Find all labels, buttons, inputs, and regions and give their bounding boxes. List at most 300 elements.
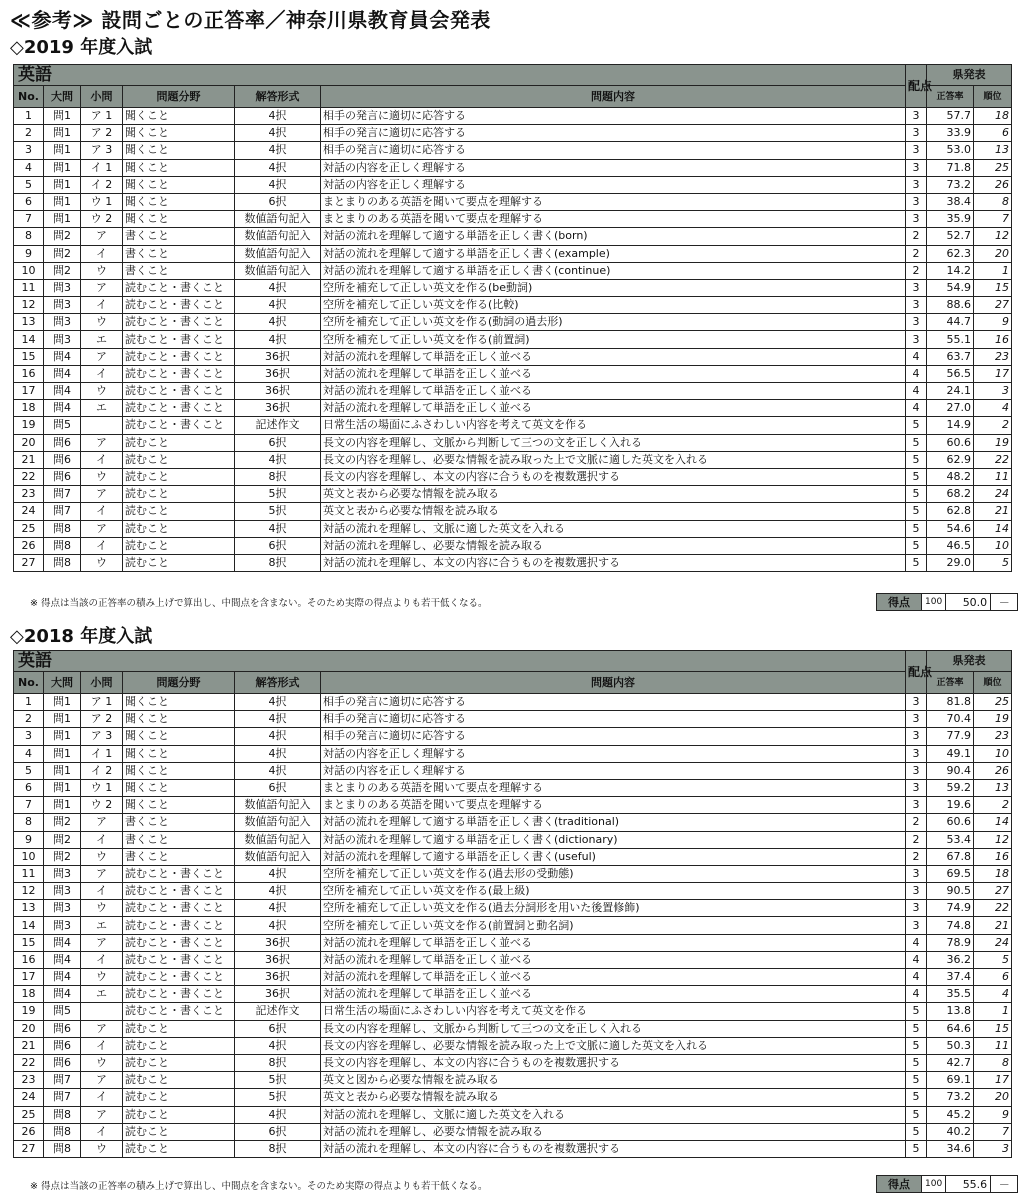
cell-rank: 2 (974, 417, 1012, 434)
table-row (14, 554, 1012, 571)
cell-no: 5 (14, 762, 44, 779)
cell-no: 21 (14, 451, 44, 468)
cell-sho: ウ (81, 468, 123, 485)
cell-rank: 18 (974, 865, 1012, 882)
cell-no: 5 (14, 176, 44, 193)
haiten-header (906, 65, 933, 108)
cell-bunya: 読むこと・書くこと (123, 969, 235, 986)
cell-no: 23 (14, 486, 44, 503)
cell-pts: 3 (906, 108, 927, 125)
cell-rate: 14.9 (927, 417, 974, 434)
cell-rank: 2 (974, 797, 1012, 814)
cell-rate: 13.8 (927, 1003, 974, 1020)
cell-bunya: 聞くこと (123, 142, 235, 159)
cell-bunya: 読むこと (123, 1140, 235, 1157)
cell-bunya: 読むこと・書くこと (123, 986, 235, 1003)
cell-dai: 問1 (44, 745, 81, 762)
cell-dai: 問7 (44, 1072, 81, 1089)
cell-rate: 73.2 (927, 176, 974, 193)
table-row (14, 503, 1012, 520)
cell-sho: イ (81, 245, 123, 262)
table-row (14, 694, 1012, 711)
cell-rate: 53.4 (927, 831, 974, 848)
cell-pts: 2 (906, 814, 927, 831)
shomon-header: 小問 (81, 86, 123, 108)
cell-rate: 78.9 (927, 934, 974, 951)
haiten-header-text: 配点 (908, 79, 933, 93)
cell-rate: 35.9 (927, 211, 974, 228)
total-rate: 55.6 (946, 1176, 991, 1193)
cell-rank: 19 (974, 434, 1012, 451)
cell-dai: 問4 (44, 400, 81, 417)
cell-rate: 53.0 (927, 142, 974, 159)
table-row (14, 348, 1012, 365)
cell-sho: ウ (81, 383, 123, 400)
cell-dai: 問8 (44, 1140, 81, 1157)
cell-sho: ア (81, 486, 123, 503)
cell-dai: 問1 (44, 797, 81, 814)
cell-naiyou: 長文の内容を理解し、必要な情報を読み取った上で文脈に適した英文を入れる (321, 1037, 906, 1054)
cell-kei: 6択 (235, 434, 321, 451)
footnote-2019: ※ 得点は当該の正答率の積み上げで算出し、中間点を含まない。そのため実際の得点よりも若干低くなる。 (30, 598, 488, 609)
cell-sho: ア (81, 934, 123, 951)
cell-pts: 4 (906, 951, 927, 968)
daimon-header: 大問 (44, 86, 81, 108)
cell-bunya: 書くこと (123, 848, 235, 865)
cell-naiyou: 対話の流れを理解して単語を正しく並べる (321, 934, 906, 951)
cell-pts: 3 (906, 314, 927, 331)
cell-rank: 9 (974, 314, 1012, 331)
cell-naiyou: 対話の流れを理解して適する単語を正しく書く(born) (321, 228, 906, 245)
cell-pts: 5 (906, 1106, 927, 1123)
cell-bunya: 読むこと (123, 554, 235, 571)
cell-sho: エ (81, 986, 123, 1003)
cell-pts: 4 (906, 986, 927, 1003)
cell-pts: 5 (906, 417, 927, 434)
cell-naiyou: 長文の内容を理解し、文脈から判断して三つの文を正しく入れる (321, 1020, 906, 1037)
cell-pts: 4 (906, 383, 927, 400)
cell-kei: 36択 (235, 951, 321, 968)
cell-dai: 問8 (44, 554, 81, 571)
cell-sho: エ (81, 400, 123, 417)
cell-pts: 3 (906, 745, 927, 762)
cell-naiyou: 対話の流れを理解して単語を正しく並べる (321, 348, 906, 365)
cell-naiyou: 空所を補充して正しい英文を作る(過去形の受動態) (321, 865, 906, 882)
cell-dai: 問2 (44, 848, 81, 865)
cell-bunya: 聞くこと (123, 694, 235, 711)
cell-naiyou: 対話の流れを理解して単語を正しく並べる (321, 969, 906, 986)
cell-rank: 23 (974, 348, 1012, 365)
cell-rate: 33.9 (927, 125, 974, 142)
cell-pts: 3 (906, 159, 927, 176)
table-row (14, 211, 1012, 228)
cell-no: 13 (14, 900, 44, 917)
cell-no: 20 (14, 1020, 44, 1037)
cell-bunya: 聞くこと (123, 176, 235, 193)
cell-no: 11 (14, 865, 44, 882)
cell-bunya: 聞くこと (123, 779, 235, 796)
cell-naiyou: 相手の発言に適切に応答する (321, 728, 906, 745)
cell-bunya: 読むこと (123, 1054, 235, 1071)
total-rate: 50.0 (946, 594, 991, 611)
cell-naiyou: 相手の発言に適切に応答する (321, 125, 906, 142)
naiyou-header: 問題内容 (321, 672, 906, 694)
daimon-header: 大問 (44, 672, 81, 694)
cell-sho: ウ (81, 262, 123, 279)
cell-kei: 数値語句記入 (235, 211, 321, 228)
cell-sho: イ 2 (81, 762, 123, 779)
cell-kei: 36択 (235, 986, 321, 1003)
cell-naiyou: まとまりのある英語を聞いて要点を理解する (321, 193, 906, 210)
cell-no: 1 (14, 108, 44, 125)
cell-rate: 29.0 (927, 554, 974, 571)
cell-rate: 40.2 (927, 1123, 974, 1140)
cell-rate: 19.6 (927, 797, 974, 814)
cell-dai: 問4 (44, 969, 81, 986)
cell-bunya: 読むこと・書くこと (123, 1003, 235, 1020)
cell-no: 14 (14, 331, 44, 348)
keishiki-header: 解答形式 (235, 86, 321, 108)
cell-naiyou: 対話の流れを理解し、文脈に適した英文を入れる (321, 520, 906, 537)
cell-dai: 問3 (44, 297, 81, 314)
cell-kei: 数値語句記入 (235, 848, 321, 865)
cell-sho: イ 1 (81, 745, 123, 762)
cell-no: 10 (14, 262, 44, 279)
cell-rate: 48.2 (927, 468, 974, 485)
table-row (14, 728, 1012, 745)
cell-naiyou: 長文の内容を理解し、本文の内容に合うものを複数選択する (321, 468, 906, 485)
cell-naiyou: 対話の流れを理解し、本文の内容に合うものを複数選択する (321, 554, 906, 571)
cell-naiyou: 対話の内容を正しく理解する (321, 176, 906, 193)
cell-rank: 27 (974, 297, 1012, 314)
cell-dai: 問3 (44, 279, 81, 296)
cell-rank: 20 (974, 1089, 1012, 1106)
cell-no: 12 (14, 297, 44, 314)
cell-pts: 3 (906, 331, 927, 348)
cell-sho: ア 1 (81, 108, 123, 125)
cell-pts: 3 (906, 297, 927, 314)
cell-sho: ア 2 (81, 711, 123, 728)
cell-naiyou: 空所を補充して正しい英文を作る(前置詞と動名詞) (321, 917, 906, 934)
cell-pts: 3 (906, 211, 927, 228)
cell-naiyou: 対話の流れを理解して適する単語を正しく書く(traditional) (321, 814, 906, 831)
cell-dai: 問4 (44, 934, 81, 951)
cell-rank: 14 (974, 814, 1012, 831)
cell-kei: 記述作文 (235, 417, 321, 434)
cell-no: 4 (14, 159, 44, 176)
cell-bunya: 聞くこと (123, 728, 235, 745)
cell-dai: 問2 (44, 831, 81, 848)
cell-bunya: 聞くこと (123, 159, 235, 176)
subject-label: 英語 (14, 65, 906, 86)
cell-pts: 3 (906, 125, 927, 142)
cell-no: 3 (14, 728, 44, 745)
cell-rate: 62.8 (927, 503, 974, 520)
cell-kei: 数値語句記入 (235, 797, 321, 814)
cell-rank: 12 (974, 831, 1012, 848)
cell-rank: 22 (974, 900, 1012, 917)
cell-rate: 50.3 (927, 1037, 974, 1054)
cell-sho: イ (81, 1037, 123, 1054)
cell-naiyou: 英文と表から必要な情報を読み取る (321, 486, 906, 503)
cell-kei: 8択 (235, 1140, 321, 1157)
cell-no: 7 (14, 797, 44, 814)
cell-rate: 64.6 (927, 1020, 974, 1037)
cell-rank: 24 (974, 486, 1012, 503)
cell-naiyou: 長文の内容を理解し、本文の内容に合うものを複数選択する (321, 1054, 906, 1071)
cell-bunya: 読むこと (123, 537, 235, 554)
cell-rank: 27 (974, 883, 1012, 900)
cell-naiyou: 対話の流れを理解し、必要な情報を読み取る (321, 1123, 906, 1140)
cell-no: 8 (14, 228, 44, 245)
cell-kei: 36択 (235, 934, 321, 951)
cell-pts: 4 (906, 365, 927, 382)
cell-sho: ア 3 (81, 728, 123, 745)
cell-naiyou: 空所を補充して正しい英文を作る(過去分詞形を用いた後置修飾) (321, 900, 906, 917)
cell-rank: 6 (974, 125, 1012, 142)
cell-dai: 問6 (44, 468, 81, 485)
table-row (14, 814, 1012, 831)
cell-no: 2 (14, 711, 44, 728)
table-row (14, 951, 1012, 968)
cell-no: 15 (14, 934, 44, 951)
cell-rate: 68.2 (927, 486, 974, 503)
cell-pts: 3 (906, 883, 927, 900)
cell-kei: 数値語句記入 (235, 262, 321, 279)
cell-rank: 25 (974, 159, 1012, 176)
cell-pts: 5 (906, 503, 927, 520)
cell-sho: ウ 1 (81, 193, 123, 210)
table-row (14, 745, 1012, 762)
score-table-2019 (13, 64, 1012, 572)
cell-no: 25 (14, 520, 44, 537)
cell-sho: ウ (81, 314, 123, 331)
cell-rank: 20 (974, 245, 1012, 262)
cell-pts: 5 (906, 1003, 927, 1020)
cell-sho: ウ 2 (81, 797, 123, 814)
table-row (14, 711, 1012, 728)
cell-rate: 74.9 (927, 900, 974, 917)
cell-naiyou: 対話の流れを理解し、本文の内容に合うものを複数選択する (321, 1140, 906, 1157)
cell-naiyou: まとまりのある英語を聞いて要点を理解する (321, 779, 906, 796)
cell-sho: ウ (81, 1054, 123, 1071)
cell-rate: 44.7 (927, 314, 974, 331)
table-row (14, 762, 1012, 779)
cell-no: 21 (14, 1037, 44, 1054)
cell-no: 16 (14, 951, 44, 968)
cell-naiyou: 日常生活の場面にふさわしい内容を考えて英文を作る (321, 417, 906, 434)
cell-bunya: 読むこと (123, 520, 235, 537)
cell-bunya: 聞くこと (123, 745, 235, 762)
rate-header: 正答率 (927, 86, 974, 108)
cell-bunya: 聞くこと (123, 211, 235, 228)
cell-bunya: 読むこと・書くこと (123, 417, 235, 434)
cell-no: 18 (14, 986, 44, 1003)
cell-naiyou: 長文の内容を理解し、必要な情報を読み取った上で文脈に適した英文を入れる (321, 451, 906, 468)
cell-kei: 4択 (235, 917, 321, 934)
cell-rate: 36.2 (927, 951, 974, 968)
table-row (14, 1072, 1012, 1089)
cell-naiyou: 対話の内容を正しく理解する (321, 159, 906, 176)
cell-dai: 問8 (44, 1123, 81, 1140)
table-row (14, 969, 1012, 986)
cell-dai: 問7 (44, 1089, 81, 1106)
cell-bunya: 書くこと (123, 814, 235, 831)
cell-sho: ア (81, 1106, 123, 1123)
cell-pts: 2 (906, 848, 927, 865)
cell-rank: 1 (974, 1003, 1012, 1020)
table-row (14, 865, 1012, 882)
table-row (14, 537, 1012, 554)
cell-bunya: 読むこと・書くこと (123, 348, 235, 365)
cell-rate: 34.6 (927, 1140, 974, 1157)
cell-bunya: 読むこと・書くこと (123, 934, 235, 951)
cell-sho: ア 1 (81, 694, 123, 711)
cell-kei: 記述作文 (235, 1003, 321, 1020)
table-row (14, 417, 1012, 434)
cell-dai: 問1 (44, 176, 81, 193)
cell-dai: 問4 (44, 348, 81, 365)
total-label: 得点 (877, 594, 922, 611)
cell-rate: 62.3 (927, 245, 974, 262)
cell-no: 9 (14, 831, 44, 848)
cell-pts: 4 (906, 348, 927, 365)
cell-pts: 4 (906, 934, 927, 951)
cell-rate: 74.8 (927, 917, 974, 934)
cell-rank: 11 (974, 468, 1012, 485)
cell-kei: 36択 (235, 400, 321, 417)
cell-rate: 73.2 (927, 1089, 974, 1106)
table-row (14, 1106, 1012, 1123)
cell-bunya: 聞くこと (123, 193, 235, 210)
cell-sho: ア (81, 865, 123, 882)
table-row (14, 1037, 1012, 1054)
cell-bunya: 聞くこと (123, 711, 235, 728)
cell-kei: 4択 (235, 1106, 321, 1123)
cell-kei: 8択 (235, 554, 321, 571)
cell-rate: 55.1 (927, 331, 974, 348)
cell-bunya: 読むこと (123, 1089, 235, 1106)
cell-pts: 4 (906, 969, 927, 986)
cell-dai: 問3 (44, 314, 81, 331)
cell-kei: 4択 (235, 762, 321, 779)
cell-sho: エ (81, 331, 123, 348)
cell-bunya: 書くこと (123, 228, 235, 245)
cell-naiyou: 相手の発言に適切に応答する (321, 711, 906, 728)
cell-rate: 77.9 (927, 728, 974, 745)
cell-pts: 5 (906, 468, 927, 485)
cell-kei: 4択 (235, 314, 321, 331)
cell-rank: 24 (974, 934, 1012, 951)
cell-bunya: 読むこと・書くこと (123, 365, 235, 382)
cell-sho: イ (81, 883, 123, 900)
table-row (14, 142, 1012, 159)
cell-naiyou: 相手の発言に適切に応答する (321, 694, 906, 711)
cell-sho: ア 2 (81, 125, 123, 142)
cell-kei: 36択 (235, 969, 321, 986)
cell-pts: 2 (906, 228, 927, 245)
cell-naiyou: 空所を補充して正しい英文を作る(動詞の過去形) (321, 314, 906, 331)
cell-dai: 問5 (44, 1003, 81, 1020)
cell-kei: 4択 (235, 900, 321, 917)
cell-dai: 問1 (44, 108, 81, 125)
cell-sho: ア (81, 279, 123, 296)
cell-sho: ア (81, 1072, 123, 1089)
cell-no: 2 (14, 125, 44, 142)
cell-sho: ア (81, 228, 123, 245)
cell-no: 17 (14, 969, 44, 986)
cell-naiyou: 空所を補充して正しい英文を作る(前置詞) (321, 331, 906, 348)
cell-pts: 5 (906, 520, 927, 537)
cell-naiyou: 対話の流れを理解して単語を正しく並べる (321, 986, 906, 1003)
cell-kei: 4択 (235, 176, 321, 193)
cell-bunya: 読むこと・書くこと (123, 900, 235, 917)
rank-header: 順位 (974, 86, 1012, 108)
cell-naiyou: まとまりのある英語を聞いて要点を理解する (321, 797, 906, 814)
cell-rate: 54.9 (927, 279, 974, 296)
cell-sho: イ (81, 503, 123, 520)
cell-dai: 問1 (44, 728, 81, 745)
cell-naiyou: 相手の発言に適切に応答する (321, 108, 906, 125)
total-rank: － (991, 594, 1018, 611)
cell-naiyou: 対話の流れを理解して適する単語を正しく書く(useful) (321, 848, 906, 865)
cell-no: 25 (14, 1106, 44, 1123)
cell-sho: ウ (81, 1140, 123, 1157)
cell-rate: 59.2 (927, 779, 974, 796)
table-row (14, 1140, 1012, 1157)
table-row (14, 331, 1012, 348)
cell-bunya: 読むこと・書くこと (123, 917, 235, 934)
cell-sho: イ (81, 951, 123, 968)
cell-dai: 問8 (44, 520, 81, 537)
cell-bunya: 聞くこと (123, 797, 235, 814)
cell-dai: 問1 (44, 125, 81, 142)
cell-no: 17 (14, 383, 44, 400)
cell-rank: 13 (974, 779, 1012, 796)
table-row (14, 383, 1012, 400)
table-row (14, 917, 1012, 934)
table-row (14, 779, 1012, 796)
cell-rank: 4 (974, 400, 1012, 417)
cell-dai: 問3 (44, 917, 81, 934)
table-row (14, 228, 1012, 245)
cell-no: 22 (14, 1054, 44, 1071)
cell-pts: 5 (906, 1072, 927, 1089)
cell-dai: 問3 (44, 883, 81, 900)
cell-bunya: 聞くこと (123, 125, 235, 142)
cell-pts: 5 (906, 434, 927, 451)
cell-no: 4 (14, 745, 44, 762)
cell-rank: 4 (974, 986, 1012, 1003)
cell-bunya: 聞くこと (123, 108, 235, 125)
cell-no: 9 (14, 245, 44, 262)
table-row (14, 831, 1012, 848)
cell-pts: 3 (906, 762, 927, 779)
cell-rank: 15 (974, 1020, 1012, 1037)
cell-kei: 数値語句記入 (235, 245, 321, 262)
cell-pts: 2 (906, 262, 927, 279)
cell-sho: ウ 1 (81, 779, 123, 796)
cell-naiyou: 相手の発言に適切に応答する (321, 142, 906, 159)
score-table-2018 (13, 650, 1012, 1158)
cell-rank: 13 (974, 142, 1012, 159)
cell-rank: 16 (974, 848, 1012, 865)
cell-sho: イ (81, 451, 123, 468)
cell-pts: 5 (906, 537, 927, 554)
cell-no: 10 (14, 848, 44, 865)
cell-naiyou: 長文の内容を理解し、文脈から判断して三つの文を正しく入れる (321, 434, 906, 451)
cell-dai: 問1 (44, 211, 81, 228)
